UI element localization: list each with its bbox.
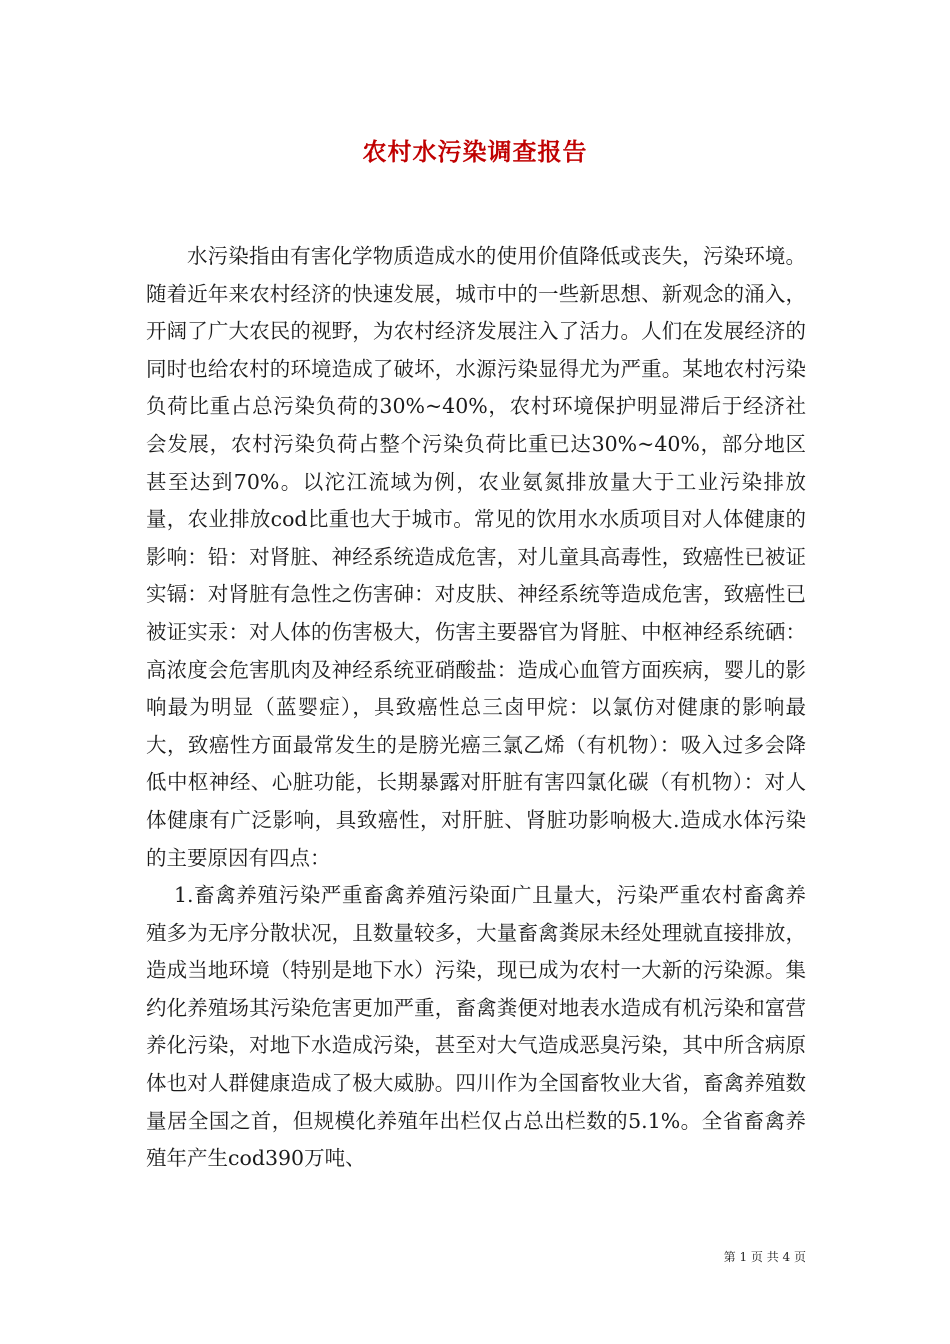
paragraph-livestock: 1.畜禽养殖污染严重畜禽养殖污染面广且量大，污染严重农村畜禽养殖多为无序分散状况，且数量较多，大量畜禽粪尿未经处理就直接排放，造成当地环境（特别是地下水）污染，现已成为农村一大新的污染源。集约化养殖场其污染危害更加严重，畜禽粪便对地表水造成有机污染和富营养化污染，对地下水造成污染，甚至对大气造成恶臭污染，其中所含病原体也对人群健康造成了极大威胁。四川作为全国畜牧业大省，畜禽养殖数量居全国之首，但规模化养殖年出栏仅占总出栏数的5.1%。全省畜禽养殖年产生cod390万吨、 [146,883,806,1171]
document-title: 农村水污染调查报告 [362,137,588,166]
document-body [146,238,806,1178]
paragraph-intro: 水污染指由有害化学物质造成水的使用价值降低或丧失，污染环境。随着近年来农村经济的快速发展，城市中的一些新思想、新观念的涌入，开阔了广大农民的视野，为农村经济发展注入了活力。人们在发展经济的同时也给农村的环境造成了破坏，水源污染显得尤为严重。某地农村污染负荷比重占总污染负荷的30%~40%，农村环境保护明显滞后于经济社会发展，农村污染负荷占整个污染负荷比重已达30%~40%，部分地区甚至达到70%。以沱江流域为例，农业氨氮排放量大于工业污染排放量，农业排放cod比重也大于城市。常见的饮用水水质项目对人体健康的影响：铅：对肾脏、神经系统造成危害，对儿童具高毒性，致癌性已被证实镉：对肾脏有急性之伤害砷：对皮肤、神经系统等造成危害，致癌性已被证实汞：对人体的伤害极大，伤害主要器官为肾脏、中枢神经系统硒：高浓度会危害肌肉及神经系统亚硝酸盐：造成心血管方面疾病，婴儿的影响最为明显（蓝婴症），具致癌性总三卤甲烷：以氯仿对健康的影响最大，致癌性方面最常发生的是膀光癌三氯乙烯（有机物）：吸入过多会降低中枢神经、心脏功能，长期暴露对肝脏有害四氯化碳（有机物）：对人体健康有广泛影响，具致癌性，对肝脏、肾脏功影响极大.造成水体污染的主要原因有四点： [146,244,806,870]
page-number: 第 1 页 共 4 页 [723,1250,806,1264]
